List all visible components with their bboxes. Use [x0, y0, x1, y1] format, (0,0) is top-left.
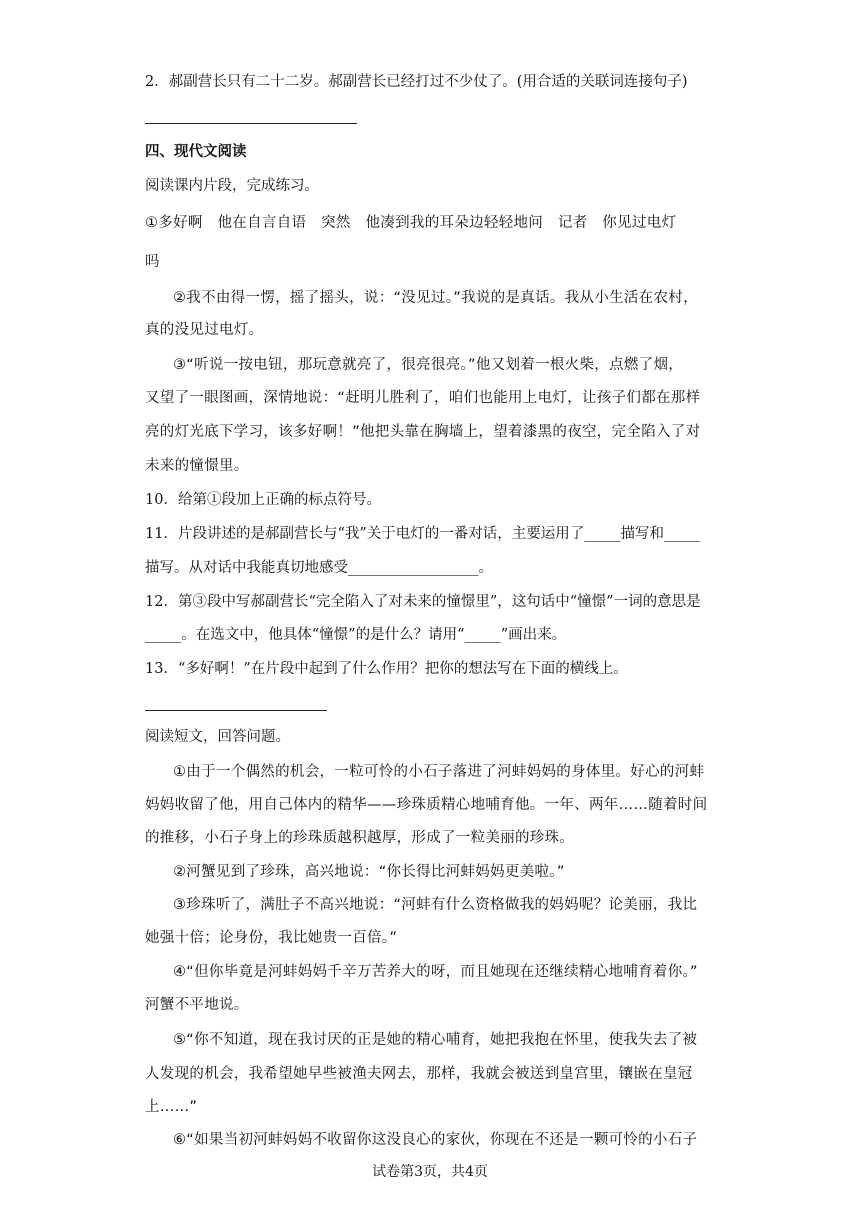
passage1-paragraph1-line2: 吗	[145, 254, 160, 270]
passage2-paragraph1-line3: 的推移，小石子身上的珍珠质越积越厚，形成了一粒美丽的珍珠。	[145, 830, 575, 846]
passage2-paragraph2-line1: ②河蟹见到了珍珠，高兴地说：“你长得比河蚌妈妈更美啦。”	[173, 864, 565, 880]
passage1-paragraph2-line2: 真的没见过电灯。	[145, 322, 264, 338]
passage2-paragraph1-line1: ①由于一个偶然的机会，一粒可怜的小石子落进了河蚌妈妈的身体里。好心的河蚌	[173, 764, 705, 780]
reading1-intro: 阅读课内片段，完成练习。	[145, 178, 319, 194]
question-12-line1: 12．第③段中写郝副营长“完全陷入了对未来的憧憬里”，这句话中“憧憬”一词的意思是	[145, 594, 701, 610]
question-2: 2．郝副营长只有二十二岁。郝副营长已经打过不少仗了。(用合适的关联词连接句子)	[145, 74, 688, 90]
passage2-paragraph1-line2: 妈妈收留了他，用自己体内的精华——珍珠质精心地哺育他。一年、两年……随着时间	[145, 797, 708, 813]
question-13: 13．“多好啊！”在片段中起到了什么作用？把你的想法写在下面的横线上。	[145, 661, 628, 677]
passage1-paragraph3-line1: ③“听说一按电钮，那玩意就亮了，很亮很亮。”他又划着一根火柴，点燃了烟，	[173, 357, 684, 373]
passage1-paragraph1-line1: ①多好啊 他在自言自语 突然 他凑到我的耳朵边轻轻地问 记者 你见过电灯	[145, 215, 677, 231]
answer-line-q13	[145, 710, 327, 711]
reading2-intro: 阅读短文，回答问题。	[145, 729, 290, 745]
passage2-paragraph6-line1: ⑥“如果当初河蚌妈妈不收留你这没良心的家伙，你现在不还是一颗可怜的小石子	[173, 1132, 698, 1148]
question-11-line2: 描写。从对话中我能真切地感受__________________。	[145, 560, 493, 576]
passage2-paragraph4-line2: 河蟹不平地说。	[145, 997, 249, 1013]
passage1-paragraph2-line1: ②我不由得一愣，摇了摇头，说：“没见过。”我说的是真话。我从小生活在农村，	[173, 290, 698, 306]
passage1-paragraph3-line2: 又望了一眼图画，深情地说：“赶明儿胜利了，咱们也能用上电灯，让孩子们都在那样	[145, 390, 701, 406]
passage2-paragraph5-line1: ⑤“你不知道，现在我讨厌的正是她的精心哺育，她把我抱在怀里，使我失去了被	[173, 1032, 698, 1048]
question-11-line1: 11．片段讲述的是郝副营长与“我”关于电灯的一番对话，主要运用了_____描写和_____	[145, 526, 701, 542]
passage2-paragraph3-line2: 她强十倍；论身份，我比她贵一百倍。”	[145, 930, 398, 946]
question-10: 10．给第①段加上正确的标点符号。	[145, 492, 381, 508]
passage2-paragraph5-line3: 上……”	[145, 1099, 198, 1115]
question-12-line2: _____。在选文中，他具体“憧憬”的是什么？请用“_____”画出来。	[145, 627, 567, 643]
passage2-paragraph5-line2: 人发现的机会，我希望她早些被渔夫网去，那样，我就会被送到皇宫里，镶嵌在皇冠	[145, 1066, 693, 1082]
passage2-paragraph3-line1: ③珍珠听了，满肚子不高兴地说：“河蚌有什么资格做我的妈妈呢？论美丽，我比	[173, 897, 698, 913]
passage1-paragraph3-line3: 亮的灯光底下学习，该多好啊！”他把头靠在胸墙上，望着漆黑的夜空，完全陷入了对	[145, 424, 701, 440]
page-footer: 试卷第3页，共4页	[372, 1164, 488, 1180]
section-title: 四、现代文阅读	[145, 144, 247, 160]
passage1-paragraph3-line4: 未来的憧憬里。	[145, 458, 249, 474]
answer-line-q2	[145, 123, 357, 124]
passage2-paragraph4-line1: ④“但你毕竟是河蚌妈妈千辛万苦养大的呀，而且她现在还继续精心地哺育着你。”	[173, 964, 698, 980]
